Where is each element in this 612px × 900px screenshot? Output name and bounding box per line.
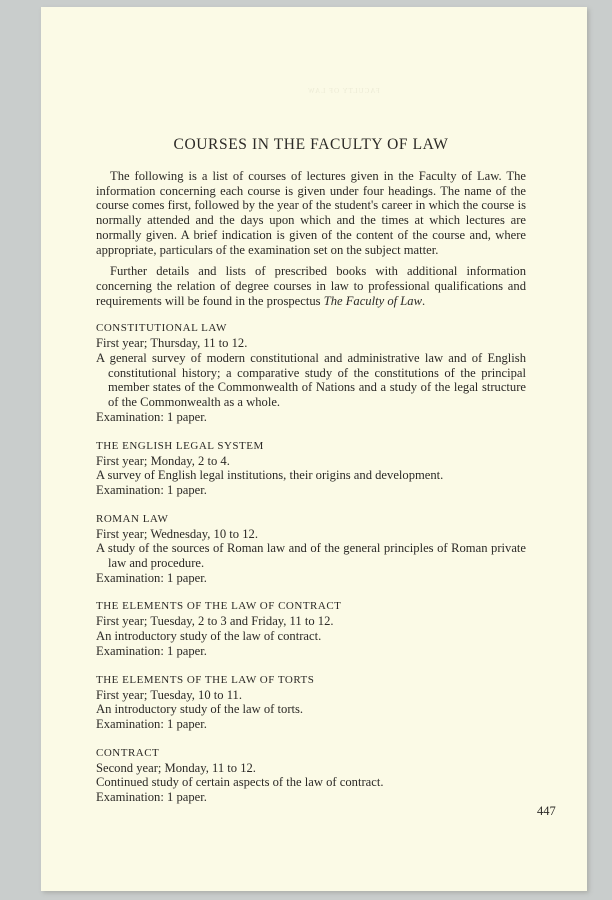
course-schedule: First year; Wednesday, 10 to 12.: [96, 526, 258, 541]
intro-paragraph-2-end: .: [421, 293, 426, 308]
page-title: COURSES IN THE FACULTY OF LAW: [173, 136, 449, 153]
course-examination: Examination: 1 paper.: [96, 790, 207, 805]
course-examination: Examination: 1 paper.: [96, 643, 207, 658]
show-through-text: FACULTY OF LAW: [307, 87, 380, 95]
course-description: Continued study of certain aspects of the law of contract.: [96, 775, 384, 790]
intro-paragraph-2-text: Further details and lists of prescribed books with additional information concerning the relation of degree courses in law to professional qualifications and requirements will be found in the prospectus: [96, 264, 526, 308]
course-description: An introductory study of the law of torts.: [96, 702, 304, 717]
course-description: An introductory study of the law of contract.: [96, 629, 322, 644]
course-name: CONTRACT: [96, 746, 160, 759]
course-examination: Examination: 1 paper.: [96, 716, 207, 731]
page-content: [96, 135, 526, 805]
course-entry: [96, 512, 526, 586]
course-name: CONSTITUTIONAL LAW: [96, 322, 227, 335]
course-examination: Examination: 1 paper.: [96, 409, 207, 424]
course-entry: [96, 673, 526, 732]
course-schedule: First year; Thursday, 11 to 12.: [96, 336, 248, 351]
course-name: THE ELEMENTS OF THE LAW OF CONTRACT: [96, 600, 342, 613]
intro-paragraph: The following is a list of courses of lectures given in the Faculty of Law. The information concerning each course is given under four headings. The name of the course comes first, followed by the year of the student's career in which the course is normally attended and the days upon which and the times at which lectures are normally given. A brief indication is given of the content of the course and, where appropriate, particulars of the examination set on the subject matter.: [96, 169, 526, 257]
course-schedule: Second year; Monday, 11 to 12.: [96, 760, 256, 775]
course-list: [96, 321, 526, 804]
course-description: A survey of English legal institutions, their origins and development.: [96, 468, 444, 483]
course-schedule: First year; Monday, 2 to 4.: [96, 453, 230, 468]
document-page: [41, 7, 587, 891]
course-entry: [96, 321, 526, 424]
course-description: A study of the sources of Roman law and of the general principles of Roman private law and procedure.: [96, 541, 526, 571]
intro-paragraph-2: [96, 264, 526, 308]
course-name: THE ELEMENTS OF THE LAW OF TORTS: [96, 673, 315, 686]
page-number: 447: [537, 804, 556, 818]
prospectus-title: The Faculty of Law: [323, 293, 422, 308]
course-schedule: First year; Tuesday, 2 to 3 and Friday, 11 to 12.: [96, 614, 334, 629]
course-name: THE ENGLISH LEGAL SYSTEM: [96, 439, 264, 452]
course-schedule: First year; Tuesday, 10 to 11.: [96, 687, 242, 702]
course-description: A general survey of modern constitutional and administrative law and of English constitutional history; a comparative study of the constitutions of the principal member states of the Commonwealth of Nations and a study of the legal structure of the Commonwealth as a whole.: [96, 351, 526, 410]
course-entry: [96, 439, 526, 498]
course-examination: Examination: 1 paper.: [96, 482, 207, 497]
course-name: ROMAN LAW: [96, 512, 169, 525]
course-entry: [96, 746, 526, 805]
course-entry: [96, 599, 526, 658]
course-examination: Examination: 1 paper.: [96, 570, 207, 585]
